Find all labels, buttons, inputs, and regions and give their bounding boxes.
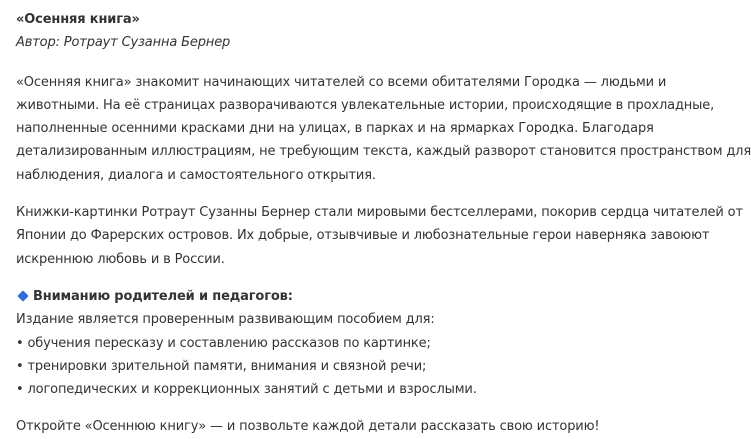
notice-heading (16, 285, 671, 308)
text-line: животными. На её страницах разворачиваются увлекательные истории, происходящие в прохладные, (16, 97, 715, 113)
book-title: «Осенняя книга» (16, 12, 140, 27)
text-line: «Осенняя книга» знакомит начинающих читателей со всеми обитателями Городка — людьми и (16, 74, 667, 90)
text-line: наблюдения, диалога и самостоятельного открытия. (16, 167, 376, 183)
text-line: детализированным иллюстрациям, не требующим текста, каждый разворот становится пространством для (16, 144, 751, 160)
list-item: • обучения пересказу и составлению рассказов по картинке; (16, 335, 431, 351)
text-line: наполненные осенними красками дни на улицах, в парках и на ярмарках Городка. Благодаря (16, 121, 654, 137)
list-item: • логопедических и коррекционных занятий с детьми и взрослыми. (16, 382, 477, 398)
description-paragraph-2 (16, 201, 743, 271)
list-item: • тренировки зрительной памяти, внимания и связной речи; (16, 358, 427, 374)
notice-heading-text: Вниманию родителей и педагогов: (33, 288, 293, 304)
text-line: искреннюю любовь и в России. (16, 251, 225, 267)
notice-intro: Издание является проверенным развивающим пособием для: (16, 312, 435, 328)
book-author: Автор: Ротраут Сузанна Бернер (16, 35, 231, 51)
closing-line: Откройте «Осеннюю книгу» — и позвольте каждой детали рассказать свою историю! (16, 419, 600, 435)
description-paragraph-1 (16, 71, 751, 187)
product-description (16, 8, 751, 439)
blue-diamond-icon (17, 290, 28, 301)
text-line: Книжки-картинки Ротраут Сузанны Бернер стали мировыми бестселлерами, покорив сердца читателей от (16, 205, 743, 221)
text-line: Японии до Фарерских островов. Их добрые, отзывчивые и любознательные герои наверняка завоюют (16, 228, 710, 244)
